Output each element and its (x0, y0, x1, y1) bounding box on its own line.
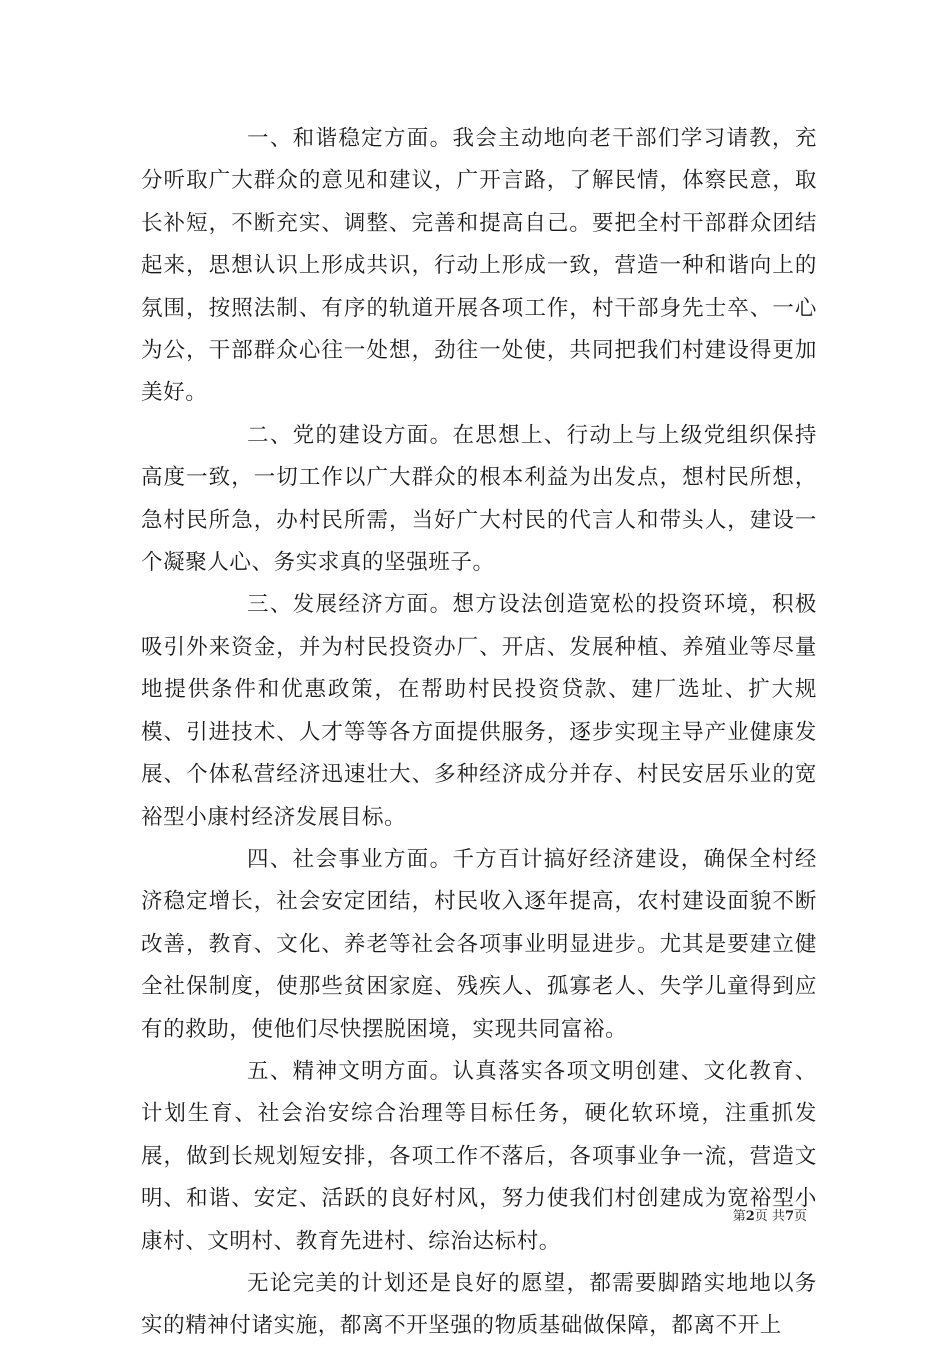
page-footer (733, 1205, 807, 1224)
paragraph-economic-development: 三、发展经济方面。想方设法创造宽松的投资环境，积极吸引外来资金，并为村民投资办厂、开店、发展种植、养殖业等尽量地提供条件和优惠政策，在帮助村民投资贷款、建厂选址、扩大规模、引进技术、人才等等各方面提供服务，逐步实现主导产业健康发展、个体私营经济迅速壮大、多种经济成分并存、村民安居乐业的宽裕型小康村经济发展目标。 (141, 592, 817, 830)
paragraph-conclusion: 无论完美的计划还是良好的愿望，都需要脚踏实地地以务实的精神付诸实施，都离不开坚强的物质基础做保障，都离不开上 (141, 1270, 817, 1339)
total-pages-number: 7 (784, 1209, 794, 1224)
footer-prefix: 第 (732, 1209, 746, 1224)
current-page-number: 2 (745, 1209, 755, 1224)
paragraph-harmony-stability: 一、和谐稳定方面。我会主动地向老干部们学习请教，充分听取广大群众的意见和建议，广开言路，了解民情，体察民意，取长补短，不断充实、调整、完善和提高自己。要把全村干部群众团结起来，思想认识上形成共识，行动上形成一致，营造一种和谐向上的氛围，按照法制、有序的轨道开展各项工作，村干部身先士卒、一心为公，干部群众心往一处想，劲往一处使，共同把我们村建设得更加美好。 (141, 126, 817, 406)
paragraph-spiritual-civilization: 五、精神文明方面。认真落实各项文明创建、文化教育、计划生育、社会治安综合治理等目标任务，硬化软环境，注重抓发展，做到长规划短安排，各项工作不落后，各项事业争一流，营造文明、和谐、安定、活跃的良好村风，努力使我们村创建成为宽裕型小康村、文明村、教育先进村、综治达标村。 (141, 1058, 817, 1254)
paragraph-social-undertakings: 四、社会事业方面。千方百计搞好经济建设，确保全村经济稳定增长，社会安定团结，村民收入逐年提高，农村建设面貌不断改善，教育、文化、养老等社会各项事业明显进步。尤其是要建立健全社保制度，使那些贫困家庭、残疾人、孤寡老人、失学儿童得到应有的救助，使他们尽快摆脱困境，实现共同富裕。 (141, 846, 817, 1042)
footer-middle: 页 共 (754, 1209, 785, 1224)
footer-suffix: 页 (793, 1209, 807, 1224)
paragraph-party-building: 二、党的建设方面。在思想上、行动上与上级党组织保持高度一致，一切工作以广大群众的根本利益为出发点，想村民所想，急村民所急，办村民所需，当好广大村民的代言人和带头人，建设一个凝聚人心、务实求真的坚强班子。 (141, 422, 817, 576)
document-body (141, 118, 817, 1348)
